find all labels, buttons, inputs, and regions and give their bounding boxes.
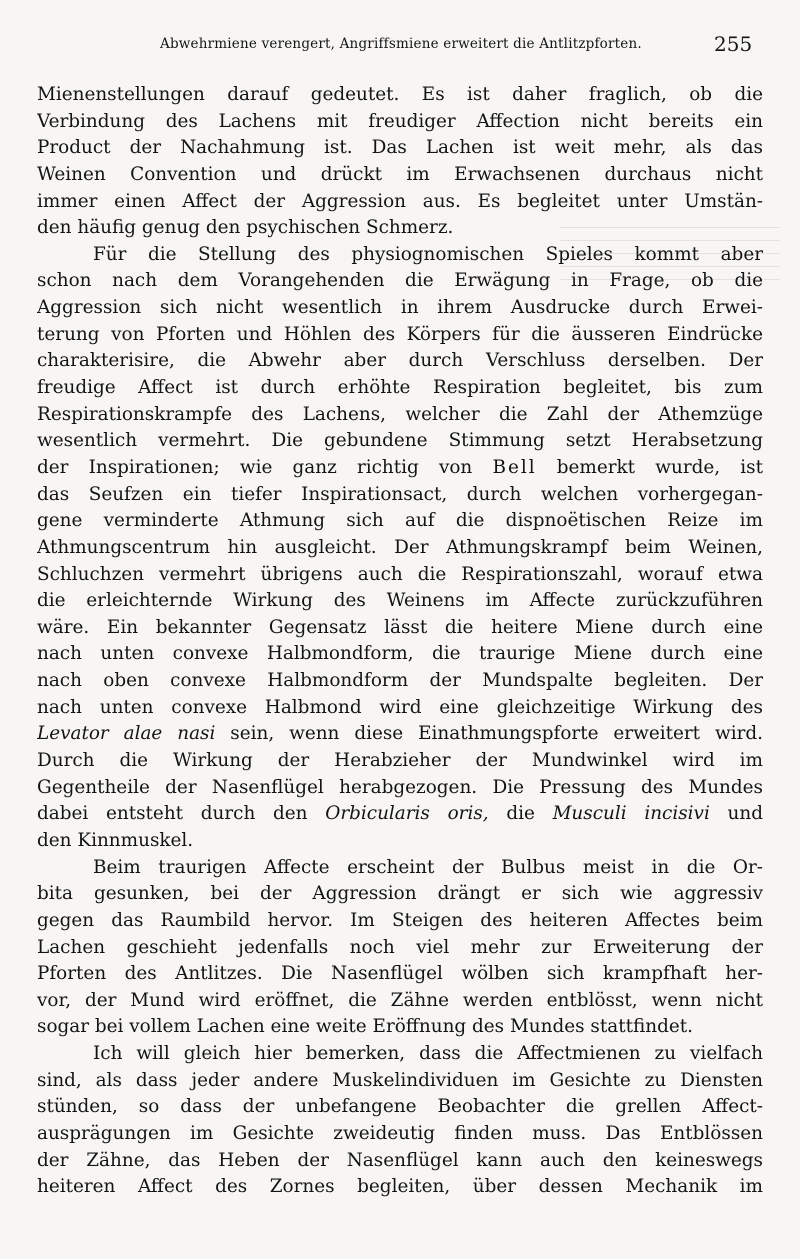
body-text	[37, 82, 763, 1201]
text-line: Pforten des Antlitzes. Die Nasenflügel wölben sich krampfhaft her-	[37, 963, 763, 985]
text-line: Verbindung des Lachens mit freudiger Affection nicht bereits ein	[37, 110, 763, 132]
text-line: wesentlich vermehrt. Die gebundene Stimmung setzt Herabsetzung	[37, 430, 763, 452]
text-line: vor, der Mund wird eröffnet, die Zähne werden entblösst, wenn nicht	[37, 989, 763, 1011]
text-line: schon nach dem Vorangehenden die Erwägung in Frage, ob die	[37, 270, 763, 292]
paragraph-start: Ich will gleich hier bemerken, dass die Affectmienen zu vielfach	[93, 1043, 763, 1065]
text-line-levator: Levator alae nasi sein, wenn diese Einathmungspforte erweitert wird.	[37, 723, 763, 745]
text-line: die erleichternde Wirkung des Weinens im Affecte zurückzuführen	[37, 590, 763, 612]
text-line: Athmungscentrum hin ausgleicht. Der Athmungskrampf beim Weinen,	[37, 536, 763, 558]
text-line: gene verminderte Athmung sich auf die dispnoëtischen Reize im	[37, 510, 763, 532]
text-line: sogar bei vollem Lachen eine weite Eröffnung des Mundes stattfindet.	[37, 1016, 694, 1038]
text-line: freudige Affect ist durch erhöhte Respiration begleitet, bis zum	[37, 377, 763, 399]
paragraph-start: Für die Stellung des physiognomischen Spieles kommt aber	[93, 243, 763, 265]
text-line-bell: der Inspirationen; wie ganz richtig von Bell bemerkt wurde, ist	[37, 456, 763, 478]
text-line: heiteren Affect des Zornes begleiten, über dessen Mechanik im	[37, 1176, 763, 1198]
text-line: das Seufzen ein tiefer Inspirationsact, durch welchen vorhergegan-	[37, 483, 763, 505]
text-line: Gegentheile der Nasenflügel herabgezogen. Die Pressung des Mundes	[37, 776, 763, 798]
text-line: ausprägungen im Gesichte zweideutig finden muss. Das Entblössen	[37, 1122, 763, 1144]
text-line: Product der Nachahmung ist. Das Lachen ist weit mehr, als das	[37, 137, 763, 159]
text-line: Mienenstellungen darauf gedeutet. Es ist daher fraglich, ob die	[37, 84, 763, 105]
paragraph-start: Beim traurigen Affecte erscheint der Bulbus meist in die Or-	[93, 856, 763, 878]
text-line: nach unten convexe Halbmondform, die traurige Miene durch eine	[37, 643, 763, 665]
text-line-orbicularis: dabei entsteht durch den Orbicularis oris, die Musculi incisivi und	[37, 803, 763, 825]
text-line: terung von Pforten und Höhlen des Körpers für die äusseren Eindrücke	[37, 323, 763, 345]
text-line: stünden, so dass der unbefangene Beobachter die grellen Affect-	[37, 1096, 763, 1118]
text-line: Respirationskrampfe des Lachens, welcher die Zahl der Athemzüge	[37, 403, 763, 425]
text-line: Schluchzen vermehrt übrigens auch die Respirationszahl, worauf etwa	[37, 563, 763, 585]
text-line: sind, als dass jeder andere Muskelindividuen im Gesichte zu Diensten	[37, 1069, 763, 1091]
text-line: bita gesunken, bei der Aggression drängt er sich wie aggressiv	[37, 883, 763, 905]
page-number: 255	[714, 32, 753, 56]
text-line: Lachen geschieht jedenfalls noch viel mehr zur Erweiterung der	[37, 936, 763, 958]
text-line: gegen das Raumbild hervor. Im Steigen des heiteren Affectes beim	[37, 909, 763, 931]
text-line: nach oben convexe Halbmondform der Mundspalte begleiten. Der	[37, 670, 763, 692]
running-title: Abwehrmiene verengert, Angriffsmiene erweitert die Antlitzpforten.	[160, 36, 642, 52]
text-line: Durch die Wirkung der Herabzieher der Mundwinkel wird im	[37, 750, 763, 772]
text-line: wäre. Ein bekannter Gegensatz lässt die heitere Miene durch eine	[37, 616, 763, 638]
text-line: Weinen Convention und drückt im Erwachsenen durchaus nicht	[37, 163, 763, 185]
text-line: den Kinnmuskel.	[37, 829, 194, 851]
text-line: der Zähne, das Heben der Nasenflügel kann auch den keineswegs	[37, 1149, 763, 1171]
text-line: Aggression sich nicht wesentlich in ihrem Ausdrucke durch Erwei-	[37, 297, 763, 319]
text-line: immer einen Affect der Aggression aus. Es begleitet unter Umstän-	[37, 190, 763, 212]
text-line: den häufig genug den psychischen Schmerz.	[37, 217, 454, 239]
text-line: nach unten convexe Halbmond wird eine gleichzeitige Wirkung des	[37, 696, 763, 718]
running-head	[0, 30, 800, 60]
text-line: charakterisire, die Abwehr aber durch Verschluss derselben. Der	[37, 350, 763, 372]
